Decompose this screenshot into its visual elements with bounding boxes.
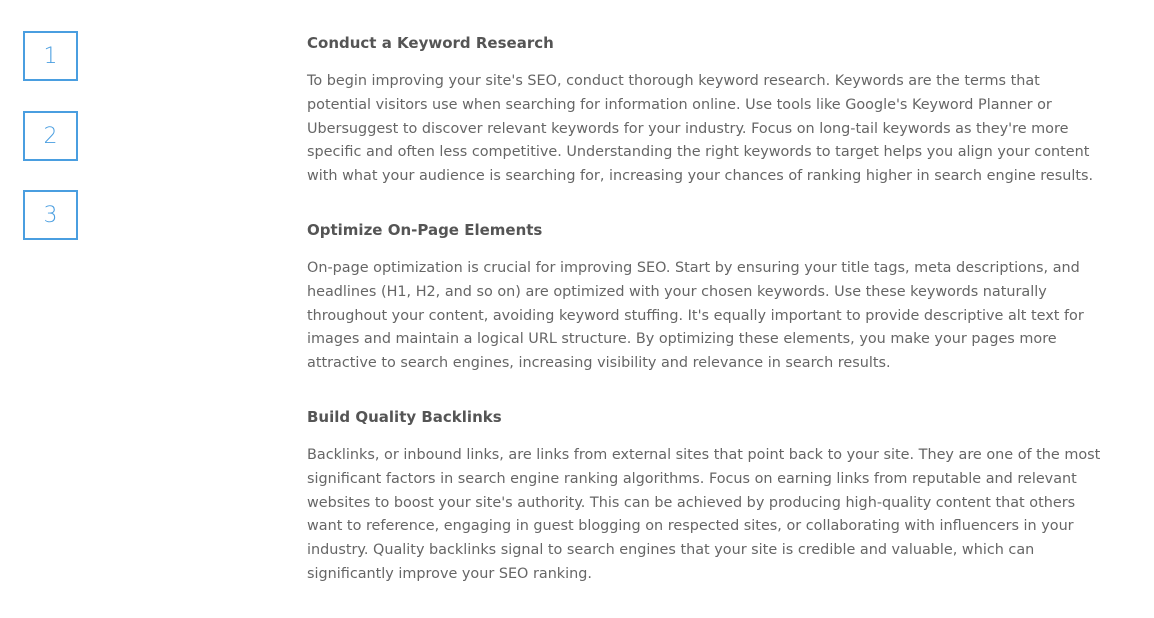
section-title: Conduct a Keyword Research <box>307 34 554 52</box>
section-body: Backlinks, or inbound links, are links from external sites that point back to your site. They are one of the most significant factors in search engine ranking algorithms. Focus on earning links from reputable and relevant websites to boost your site's authority. This can be achieved by producing high-quality content that others want to reference, engaging in guest blogging on respected sites, or collaborating with influencers in your industry. Quality backlinks signal to search engines that your site is credible and valuable, which can significantly improve your SEO ranking. <box>307 446 1101 582</box>
step-2-button[interactable]: 2 <box>23 111 78 161</box>
section-on-page-elements <box>307 220 1102 376</box>
section-keyword-research <box>307 33 1102 189</box>
step-1-button[interactable]: 1 <box>23 31 78 81</box>
section-body: On-page optimization is crucial for improving SEO. Start by ensuring your title tags, meta descriptions, and headlines (H1, H2, and so on) are optimized with your chosen keywords. Use these keywords naturally throughout your content, avoiding keyword stuffing. It's equally important to provide descriptive alt text for images and maintain a logical URL structure. By optimizing these elements, you make your pages more attractive to search engines, increasing visibility and relevance in search results. <box>307 259 1084 372</box>
section-title: Build Quality Backlinks <box>307 407 502 426</box>
section-title: Optimize On-Page Elements <box>307 220 543 239</box>
steps-content <box>307 33 1102 618</box>
step-3-button[interactable]: 3 <box>23 190 78 240</box>
step-navigation <box>23 31 78 270</box>
section-body: To begin improving your site's SEO, conduct thorough keyword research. Keywords are the terms that potential visitors use when searching for information online. Use tools like Google's Keyword Planner or Ubersuggest to discover relevant keywords for your industry. Focus on long-tail keywords as they're more specific and often less competitive. Understanding the right keywords to target helps you align your content with what your audience is searching for, increasing your chances of ranking higher in search engine results. <box>307 73 1094 185</box>
section-quality-backlinks <box>307 407 1102 587</box>
